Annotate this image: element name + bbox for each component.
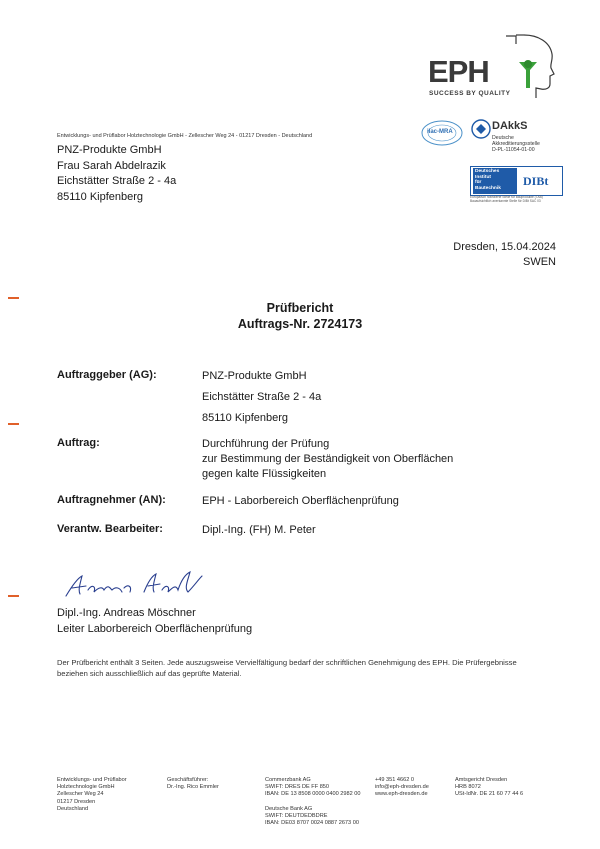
dakks-line1: Deutsche bbox=[492, 135, 514, 141]
footer-bank-line: SWIFT: DRES DE FF 850 bbox=[265, 784, 330, 791]
fold-mark-top bbox=[8, 297, 19, 299]
footer-company-line: Deutschland bbox=[57, 805, 89, 812]
letter-reference: SWEN bbox=[523, 256, 556, 268]
dibt-line3: für bbox=[475, 180, 482, 186]
order-label: Auftrag: bbox=[57, 437, 100, 449]
footer-bank bbox=[265, 777, 360, 827]
report-title-main: Prüfbericht bbox=[266, 301, 334, 315]
logo-text: EPH bbox=[428, 54, 489, 89]
recipient-city: 85110 Kipfenberg bbox=[57, 190, 144, 203]
footer-website[interactable]: www.eph-dresden.de bbox=[375, 791, 428, 798]
footer-management-line: Geschäftsführer: bbox=[167, 777, 209, 783]
dibt-line1: Deutsches bbox=[475, 169, 500, 174]
dibt-abbr: DIBt bbox=[523, 174, 549, 188]
dibt-caption2: Bauaufsichtlich anerkannte Stelle für DIBt SAC 03 bbox=[470, 198, 541, 203]
client-label: Auftraggeber (AG): bbox=[57, 369, 157, 381]
ilac-text: ilac-MRA bbox=[427, 129, 453, 135]
client-city: 85110 Kipfenberg bbox=[202, 412, 289, 424]
disclaimer-line2: beziehen sich ausschließlich auf das geprüfte Material. bbox=[57, 669, 242, 678]
dibt-line2: Institut bbox=[475, 174, 491, 180]
footer-bank-line: Deutsche Bank AG bbox=[265, 805, 313, 812]
engineer-value: Dipl.-Ing. (FH) M. Peter bbox=[202, 524, 316, 536]
footer-register-line: USt-IdNr. DE 21 60 77 44 6 bbox=[455, 791, 524, 798]
order-line1: Durchführung der Prüfung bbox=[202, 438, 330, 450]
eph-logo bbox=[420, 32, 560, 104]
dibt-caption1: Europäisch notifizierte Stelle für Bauprodukte (TAB) bbox=[470, 195, 543, 199]
fold-mark-middle bbox=[8, 423, 19, 425]
footer-company-line: Entwicklungs- und Prüflabor bbox=[57, 777, 127, 783]
contractor-label: Auftragnehmer (AN): bbox=[57, 494, 166, 506]
recipient-address bbox=[57, 143, 176, 205]
recipient-contact: Frau Sarah Abdelrazik bbox=[57, 159, 166, 172]
date-block bbox=[453, 240, 556, 270]
footer-bank-line: IBAN: DE 13 8508 0000 0400 2982 00 bbox=[265, 791, 361, 798]
footer-bank-line: IBAN: DE03 8707 0024 0887 2673 00 bbox=[265, 820, 359, 827]
contractor-value: EPH - Laborbereich Oberflächenprüfung bbox=[202, 495, 399, 507]
dakks-line3: D-PL-11054-01-00 bbox=[492, 147, 535, 153]
dakks-emblem-icon bbox=[470, 118, 492, 144]
report-title bbox=[0, 300, 600, 332]
dibt-badge bbox=[470, 166, 562, 204]
footer-register-line: Amtsgericht Dresden bbox=[455, 777, 508, 783]
ilac-mra-badge bbox=[421, 119, 463, 153]
footer-contact bbox=[375, 777, 429, 799]
footer-management-line: Dr.-Ing. Rico Emmler bbox=[167, 784, 219, 791]
footer-bank-line: Commerzbank AG bbox=[265, 777, 311, 783]
order-line3: gegen kalte Flüssigkeiten bbox=[202, 468, 327, 480]
order-line2: zur Bestimmung der Beständigkeit von Oberflächen bbox=[202, 453, 454, 465]
sender-line: Entwicklungs- und Prüflabor Holztechnologie GmbH - Zellescher Weg 24 - 01217 Dresden - Deutschland bbox=[57, 133, 313, 139]
footer-company bbox=[57, 777, 127, 813]
disclaimer-line1: Der Prüfbericht enthält 3 Seiten. Jede auszugsweise Vervielfältigung bedarf der schriftlichen Genehmigung des EPH. Die Prüfergebnisse bbox=[57, 658, 517, 667]
footer-phone: +49 351 4662 0 bbox=[375, 777, 415, 783]
letter-date: Dresden, 15.04.2024 bbox=[453, 241, 556, 253]
dakks-line2: Akkreditierungsstelle bbox=[492, 141, 540, 147]
footer-management bbox=[167, 777, 219, 791]
recipient-street: Eichstätter Straße 2 - 4a bbox=[57, 175, 177, 187]
client-street: Eichstätter Straße 2 - 4a bbox=[202, 391, 322, 403]
report-order-number: Auftrags-Nr. 2724173 bbox=[237, 317, 363, 331]
signatory bbox=[57, 605, 252, 637]
dibt-line4: Bautechnik bbox=[475, 185, 501, 191]
recipient-company: PNZ-Produkte GmbH bbox=[57, 144, 162, 156]
dakks-badge bbox=[470, 118, 570, 158]
footer-company-line: 01217 Dresden bbox=[57, 798, 96, 805]
handwritten-signature bbox=[62, 566, 212, 604]
dakks-name: DAkkS bbox=[492, 120, 528, 132]
footer-company-line: Holztechnologie GmbH bbox=[57, 784, 115, 791]
footer-bank-spacer bbox=[265, 799, 360, 806]
footer-register-line: HRB 8072 bbox=[455, 784, 481, 791]
logo-tagline: SUCCESS BY QUALITY bbox=[429, 90, 511, 97]
footer-company-line: Zellescher Weg 24 bbox=[57, 791, 104, 798]
signatory-role: Leiter Laborbereich Oberflächenprüfung bbox=[57, 623, 253, 635]
footer-email[interactable]: info@eph-dresden.de bbox=[375, 784, 429, 791]
footer-register bbox=[455, 777, 523, 799]
disclaimer bbox=[57, 657, 517, 679]
client-name: PNZ-Produkte GmbH bbox=[202, 370, 307, 382]
fold-mark-bottom bbox=[8, 595, 19, 597]
signatory-name: Dipl.-Ing. Andreas Möschner bbox=[57, 607, 196, 619]
order-description bbox=[202, 437, 453, 482]
footer-bank-line: SWIFT: DEUTDEDBDRE bbox=[265, 813, 328, 819]
engineer-label: Verantw. Bearbeiter: bbox=[57, 523, 163, 535]
